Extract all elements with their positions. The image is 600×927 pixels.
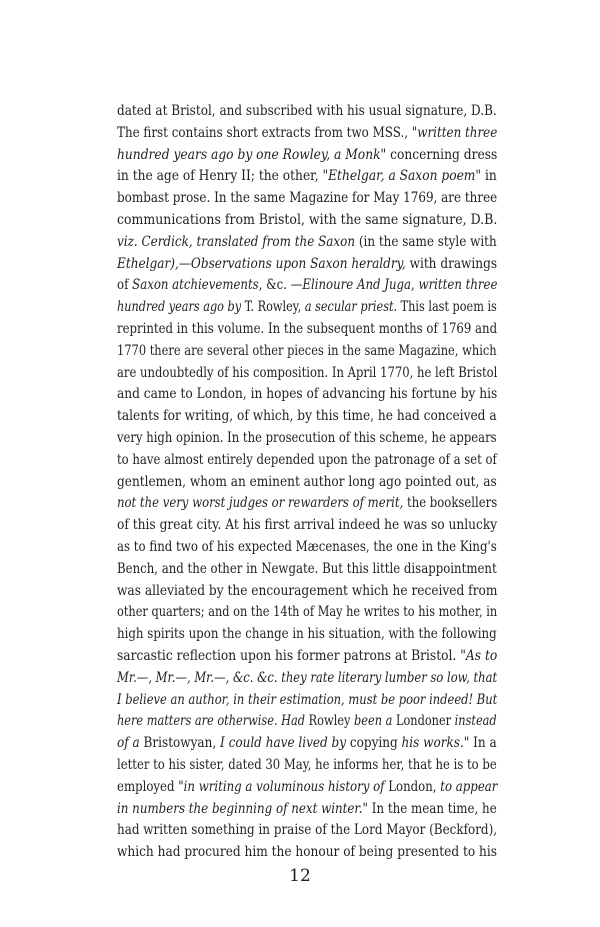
text-segment: in the age of Henry II; the other, " (117, 168, 329, 185)
text-line (117, 493, 498, 515)
page-number: 12 (289, 866, 311, 886)
text-line (117, 428, 497, 450)
text-segment: of (117, 277, 133, 294)
italic-text-segment: of a (117, 735, 140, 752)
text-segment: sarcastic reflection upon his former patrons at Bristol. " (117, 647, 466, 664)
text-segment: (in the same style with (355, 233, 497, 250)
italic-text-segment: here matters are otherwise. Had (117, 713, 306, 730)
text-segment: gentlemen, whom an eminent author long ago pointed out, as (117, 473, 497, 490)
italic-text-segment: Ethelgar, a Saxon poem (328, 168, 476, 185)
text-line (117, 602, 498, 624)
text-segment: 1770 there are several other pieces in the same Magazine, which (117, 342, 497, 359)
text-line (117, 646, 498, 668)
text-segment: to have almost entirely depended upon the patronage of a set of (117, 451, 497, 468)
text-segment: of this great city. At his first arrival indeed he was so unlucky (117, 517, 498, 534)
text-line (117, 384, 498, 406)
text-segment: , &c. — (258, 277, 303, 294)
text-line (117, 559, 497, 581)
text-segment: This last poem is (397, 299, 497, 316)
text-line (117, 820, 498, 842)
text-segment: reprinted in this volume. In the subsequent months of 1769 and (117, 320, 498, 337)
text-line (117, 145, 498, 167)
text-segment: " concerning dress (380, 146, 498, 163)
text-segment: " In a (463, 735, 497, 752)
text-segment: Rowley (305, 713, 355, 730)
italic-text-segment: written three (418, 277, 498, 294)
italic-text-segment: a secular priest. (304, 299, 398, 316)
text-line (117, 319, 498, 341)
italic-text-segment: Mr.—, Mr.—, Mr.—, &c. &c. they rate literary lumber so low, that (117, 669, 498, 686)
text-segment: " In the mean time, he (362, 800, 497, 817)
text-segment: Londoner (392, 713, 455, 730)
text-line (117, 624, 497, 646)
text-segment: the booksellers (403, 495, 498, 512)
text-segment: with drawings (405, 255, 498, 272)
text-line (117, 690, 498, 712)
body-text (117, 101, 497, 864)
italic-text-segment: I believe an author, in their estimation, must be poor indeed! But (117, 691, 498, 708)
italic-text-segment: in writing a voluminous history of (183, 778, 385, 795)
text-line (117, 777, 498, 799)
text-segment: dated at Bristol, and subscribed with his usual signature, D.B. (117, 103, 497, 119)
text-segment: employed " (117, 778, 184, 795)
text-segment: copying (346, 735, 402, 752)
italic-text-segment: instead (454, 713, 497, 730)
italic-text-segment: viz. Cerdick, translated from the Saxon (117, 233, 356, 250)
italic-text-segment: written three (417, 124, 498, 141)
text-segment: T. Rowley, (241, 299, 305, 316)
text-line (117, 101, 497, 123)
italic-text-segment: As to (465, 647, 498, 664)
text-line (117, 123, 498, 145)
text-segment: The first contains short extracts from two MSS., " (117, 124, 418, 141)
text-line (117, 668, 498, 690)
text-line (117, 537, 497, 559)
text-line (117, 297, 497, 319)
italic-text-segment: been a (354, 713, 393, 730)
italic-text-segment: hundred years ago by (117, 299, 242, 316)
text-line (117, 515, 498, 537)
text-segment: which had procured him the honour of being presented to his (117, 844, 497, 861)
text-segment: bombast prose. In the same Magazine for May 1769, are three (117, 190, 498, 207)
italic-text-segment: I could have lived by (219, 735, 347, 752)
italic-text-segment: Saxon atchievements (132, 277, 259, 294)
text-segment: Bristowyan, (139, 735, 220, 752)
italic-text-segment: in numbers the beginning of next winter. (117, 800, 363, 817)
text-line (117, 363, 498, 385)
italic-text-segment: not the very worst judges or rewarders of merit, (117, 495, 404, 512)
text-segment: other quarters; and on the 14th of May he writes to his mother, in (117, 604, 498, 621)
text-line (117, 188, 498, 210)
italic-text-segment: to appear (440, 778, 498, 795)
italic-text-segment: his works. (401, 735, 464, 752)
text-segment: Bench, and the other in Newgate. But this little disappointment (117, 560, 497, 577)
text-segment: very high opinion. In the prosecution of this scheme, he appears (117, 429, 497, 446)
text-line (117, 733, 497, 755)
text-segment: had written something in praise of the Lord Mayor (Beckford), (117, 822, 498, 839)
text-segment: letter to his sister, dated 30 May, he informs her, that he is to be (117, 756, 497, 773)
text-line (117, 254, 498, 276)
text-segment: " in (475, 168, 497, 185)
text-line (117, 275, 498, 297)
text-segment: London, (384, 778, 441, 795)
text-line (117, 406, 497, 428)
text-line (117, 210, 498, 232)
italic-text-segment: Elinoure And Juga (302, 277, 412, 294)
text-segment: as to find two of his expected Mæcenases, the one in the King's (117, 538, 497, 555)
text-line (117, 842, 497, 864)
text-segment: was alleviated by the encouragement which he received from (117, 582, 498, 599)
text-line (117, 711, 497, 733)
text-line (117, 341, 497, 363)
text-line (117, 166, 497, 188)
italic-text-segment: hundred years ago by one Rowley, a Monk (117, 146, 381, 163)
text-line (117, 755, 497, 777)
text-segment: , (411, 277, 419, 294)
text-line (117, 472, 497, 494)
italic-text-segment: Ethelgar),—Observations upon Saxon heraldry, (117, 255, 406, 272)
text-line (117, 581, 498, 603)
text-line (117, 799, 497, 821)
text-line (117, 450, 497, 472)
text-segment: talents for writing, of which, by this time, he had conceived a (117, 408, 497, 425)
text-segment: high spirits upon the change in his situation, with the following (117, 626, 497, 643)
text-segment: are undoubtedly of his composition. In April 1770, he left Bristol (117, 364, 498, 381)
text-segment: communications from Bristol, with the same signature, D.B. (117, 211, 498, 228)
text-line (117, 232, 497, 254)
text-segment: and came to London, in hopes of advancing his fortune by his (117, 386, 498, 403)
